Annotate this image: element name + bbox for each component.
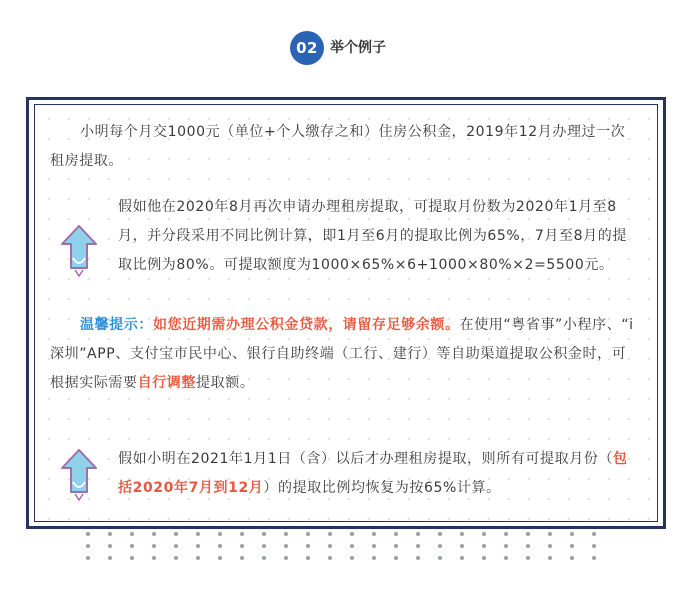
decorative-dot [218,556,222,560]
decorative-dot [152,556,156,560]
decorative-dot [196,532,200,536]
decorative-dot [394,556,398,560]
dot-row [86,556,614,564]
decorative-dot [372,532,376,536]
decorative-dot [196,556,200,560]
decorative-dot [350,556,354,560]
decorative-dot [482,532,486,536]
tip-text-1: 在使用“粤省事”小程序、“i深圳”APP、支付宝市民中心、银行自助终端（工行、建行）等自助渠道提取公积金时，可根据实际需要 [50,317,634,391]
decorative-dot [570,544,574,548]
decorative-dot [262,556,266,560]
decorative-dot [240,532,244,536]
decorative-dot [460,532,464,536]
decorative-dot [416,532,420,536]
decorative-dot [460,556,464,560]
decorative-dot [240,544,244,548]
decorative-dot [504,544,508,548]
decorative-dot [548,532,552,536]
decorative-dot [240,556,244,560]
decorative-dot [130,532,134,536]
decorative-dot [218,544,222,548]
p4-text-2: ）的提取比例均恢复为按65%计算。 [263,480,501,496]
decorative-dot [548,544,552,548]
dot-row [86,544,614,552]
decorative-dot [108,556,112,560]
tip-label: 温馨提示： [80,317,153,333]
decorative-dot [372,544,376,548]
decorative-dot [284,556,288,560]
decorative-dot [438,556,442,560]
decorative-dot [218,532,222,536]
decorative-dot [130,544,134,548]
decorative-dot [504,556,508,560]
decorative-dot [592,532,596,536]
decorative-dot [328,556,332,560]
decorative-dot [152,544,156,548]
decorative-dot [152,532,156,536]
decorative-dot [196,544,200,548]
example-paragraph-2: 假如他在2020年8月再次申请办理租房提取，可提取月份数为2020年1月至8月，并分段采用不同比例计算，即1月至6月的提取比例为65%，7月至8月的提取比例为80%。可提取额度为1000×65%×6+1000×80%×2=5500元。 [118,199,627,273]
decorative-dot [174,532,178,536]
tip-paragraph [50,311,634,398]
decorative-dot [548,556,552,560]
decorative-dot [438,544,442,548]
decorative-dot [350,532,354,536]
up-arrow-icon [60,448,98,502]
decorative-dot [174,544,178,548]
decorative-dot [284,532,288,536]
decorative-dot [350,544,354,548]
decorative-dot [262,532,266,536]
decorative-dot [130,556,134,560]
decorative-dot [372,556,376,560]
decorative-dot [416,544,420,548]
decorative-dot [306,544,310,548]
tip-emphasis: 自行调整 [137,375,197,391]
decorative-dot [86,556,90,560]
decorative-dot [482,556,486,560]
decorative-dot [394,544,398,548]
decorative-dot [86,544,90,548]
decorative-dot [284,544,288,548]
decorative-dot [438,532,442,536]
dot-row [86,532,614,540]
decorative-dot [108,532,112,536]
decorative-dot [328,532,332,536]
example-paragraph-3 [118,445,634,503]
decorative-dot [262,544,266,548]
section-number-badge: 02 [290,31,324,65]
decorative-dot [592,556,596,560]
p4-emphasis: 包括2020年7月到12月 [118,451,628,496]
decorative-dot [526,544,530,548]
decorative-dot [394,532,398,536]
decorative-dot [592,544,596,548]
decorative-dot [482,544,486,548]
decorative-dot [328,544,332,548]
tip-warning: 如您近期需办理公积金贷款，请留存足够余额。 [153,317,460,333]
up-arrow-icon [60,224,98,278]
decorative-dot [306,532,310,536]
decorative-dot-grid [86,532,614,576]
example-paragraph-1: 小明每个月交1000元（单位+个人缴存之和）住房公积金，2019年12月办理过一次租房提取。 [50,124,626,169]
decorative-dot [108,544,112,548]
decorative-dot [86,532,90,536]
tip-text-2: 提取额。 [196,375,255,391]
decorative-dot [174,556,178,560]
decorative-dot [526,532,530,536]
p4-text-1: 假如小明在2021年1月1日（含）以后才办理租房提取，则所有可提取月份（ [118,451,614,467]
decorative-dot [460,544,464,548]
section-title: 举个例子 [330,40,386,56]
decorative-dot [526,556,530,560]
decorative-dot [306,556,310,560]
decorative-dot [416,556,420,560]
decorative-dot [570,532,574,536]
decorative-dot [570,556,574,560]
decorative-dot [504,532,508,536]
